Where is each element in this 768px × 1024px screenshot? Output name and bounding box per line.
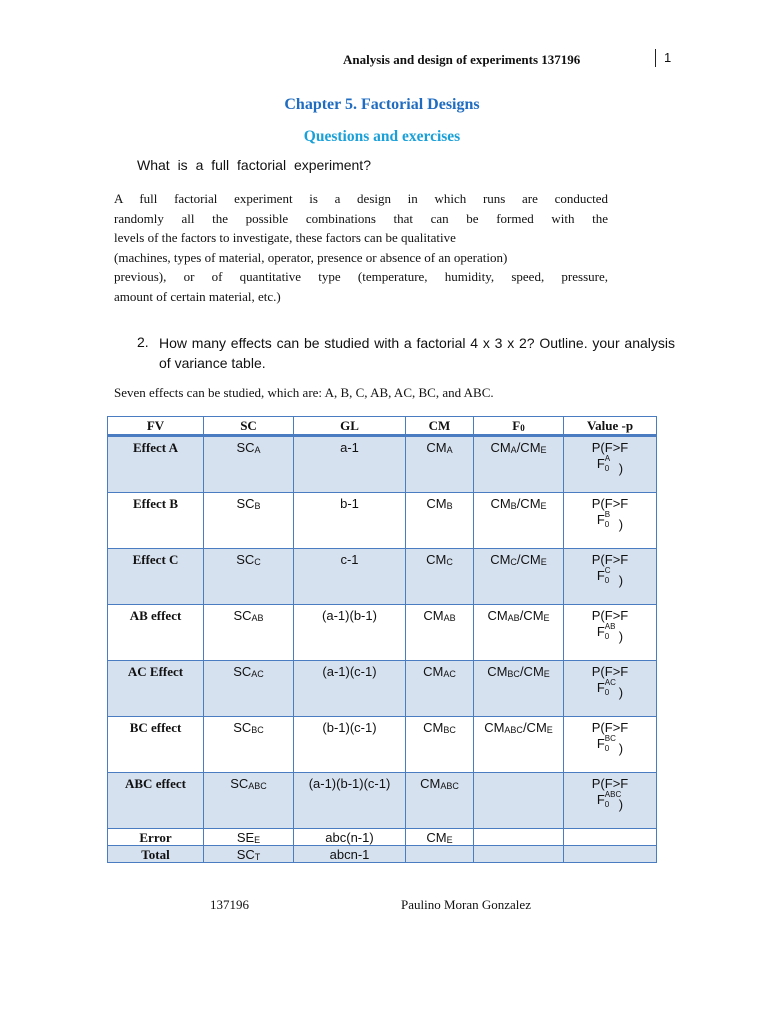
cell-p-value <box>564 717 657 773</box>
subscript: AB <box>507 613 520 623</box>
cell-sc <box>204 436 294 493</box>
p-value-statistic <box>564 736 656 760</box>
p-value-statistic <box>564 792 656 816</box>
table-row-total <box>108 846 657 863</box>
subscript: AC <box>443 669 456 679</box>
p-value-prefix: P(F>F <box>591 720 629 735</box>
header-gl: GL <box>294 417 406 436</box>
p-value-close: ) <box>618 629 624 644</box>
p-value-sup: B <box>604 510 611 519</box>
f0-num: CM <box>490 552 511 567</box>
cm-base: CM <box>423 664 444 679</box>
subscript: E <box>543 669 550 679</box>
cell-cm <box>406 846 474 863</box>
p-value-sub: 0 <box>604 576 610 585</box>
header-sc: SC <box>204 417 294 436</box>
subscript: C <box>446 557 453 567</box>
cell-f0 <box>474 846 564 863</box>
p-value-f: F AC 0 <box>597 680 605 695</box>
cell-cm <box>406 436 474 493</box>
cell-cm <box>406 717 474 773</box>
table-row <box>108 549 657 605</box>
cell-gl: a-1 <box>294 436 406 493</box>
page-number: 1 <box>664 50 672 65</box>
subscript: AC <box>251 669 264 679</box>
cell-cm <box>406 661 474 717</box>
p-value-sup: AB <box>604 622 616 631</box>
subscript: AB <box>251 613 264 623</box>
cell-sc <box>204 846 294 863</box>
cell-p-value <box>564 549 657 605</box>
cell-fv: AB effect <box>108 605 204 661</box>
cell-gl: abc(n-1) <box>294 829 406 846</box>
cell-fv: BC effect <box>108 717 204 773</box>
p-value-prefix: P(F>F <box>591 776 629 791</box>
subscript: E <box>540 501 547 511</box>
sc-base: SC <box>236 440 255 455</box>
f0-den: /CM <box>519 664 544 679</box>
header-title: Analysis and design of experiments 137196 <box>343 52 581 67</box>
answer-1-line: (machines, types of material, operator, presence or absence of an operation) <box>114 249 508 265</box>
p-value-sup: A <box>604 454 611 463</box>
table-row-error <box>108 829 657 846</box>
subscript: E <box>543 613 550 623</box>
cell-cm <box>406 829 474 846</box>
cell-cm <box>406 493 474 549</box>
answer-1-line: A full factorial experiment is a design in which runs are conducted <box>114 191 608 206</box>
subscript: B <box>446 501 453 511</box>
cell-p-value <box>564 773 657 829</box>
cell-cm <box>406 605 474 661</box>
question-2-number: 2. <box>137 334 149 350</box>
p-value-f: F B 0 <box>597 512 605 527</box>
header-divider <box>655 49 656 67</box>
cell-p-value <box>564 493 657 549</box>
chapter-title: Chapter 5. Factorial Designs <box>284 96 480 113</box>
cell-fv: ABC effect <box>108 773 204 829</box>
cell-f0 <box>474 773 564 829</box>
p-value-f: F ABC 0 <box>597 792 605 807</box>
cell-f0 <box>474 717 564 773</box>
cell-sc <box>204 829 294 846</box>
table-row <box>108 436 657 493</box>
f0-den: /CM <box>516 552 541 567</box>
question-1: What is a full factorial experiment? <box>137 157 371 173</box>
sc-base: SC <box>236 496 255 511</box>
footer-id: 137196 <box>210 897 249 912</box>
f0-num: CM <box>490 440 511 455</box>
footer-author: Paulino Moran Gonzalez <box>401 897 531 912</box>
sc-base: SC <box>236 847 255 862</box>
f0-den: /CM <box>516 496 541 511</box>
subscript: B <box>254 501 261 511</box>
cell-sc <box>204 493 294 549</box>
question-2: How many effects can be studied with a factorial 4 x 3 x 2? Outline. your analysis of variance table. <box>159 335 675 371</box>
f0-num: CM <box>487 608 508 623</box>
sc-base: SE <box>236 830 255 845</box>
table-row <box>108 661 657 717</box>
p-value-close: ) <box>618 685 624 700</box>
p-value-f: F A 0 <box>597 456 605 471</box>
subscript: B <box>510 501 517 511</box>
cm-base: CM <box>423 608 444 623</box>
cell-fv: Error <box>108 829 204 846</box>
subscript: E <box>446 835 453 845</box>
cell-gl: b-1 <box>294 493 406 549</box>
subscript: BC <box>507 669 520 679</box>
cm-base: CM <box>426 830 447 845</box>
cell-f0 <box>474 436 564 493</box>
subscript: A <box>254 445 261 455</box>
cm-base: CM <box>423 720 444 735</box>
cell-sc <box>204 605 294 661</box>
answer-1-line: amount of certain material, etc.) <box>114 288 281 304</box>
p-value-prefix: P(F>F <box>591 440 629 455</box>
cell-cm <box>406 773 474 829</box>
table-row <box>108 717 657 773</box>
p-value-close: ) <box>618 797 624 812</box>
subscript: E <box>254 835 261 845</box>
p-value-sub: 0 <box>604 464 610 473</box>
cell-sc <box>204 549 294 605</box>
cell-gl: (b-1)(c-1) <box>294 717 406 773</box>
cell-f0 <box>474 661 564 717</box>
p-value-sup: C <box>604 566 611 575</box>
p-value-prefix: P(F>F <box>591 608 629 623</box>
subscript: BC <box>251 725 264 735</box>
cell-sc <box>204 661 294 717</box>
f0-num: CM <box>487 664 508 679</box>
p-value-prefix: P(F>F <box>591 552 629 567</box>
cell-gl: abcn-1 <box>294 846 406 863</box>
p-value-sup: BC <box>604 734 616 743</box>
sc-base: SC <box>233 608 252 623</box>
header-f0-sub: 0 <box>520 423 525 433</box>
f0-den: /CM <box>516 440 541 455</box>
subscript: C <box>254 557 261 567</box>
subscript: A <box>446 445 453 455</box>
cell-fv: Total <box>108 846 204 863</box>
p-value-statistic <box>564 624 656 648</box>
p-value-statistic <box>564 456 656 480</box>
p-value-sup: AC <box>604 678 616 687</box>
cell-fv: Effect B <box>108 493 204 549</box>
p-value-close: ) <box>618 573 624 588</box>
cell-gl: (a-1)(c-1) <box>294 661 406 717</box>
cell-f0 <box>474 829 564 846</box>
p-value-statistic <box>564 512 656 536</box>
answer-1-line: previous), or of quantitative type (temperature, humidity, speed, pressure, <box>114 269 608 284</box>
sc-base: SC <box>233 664 252 679</box>
sc-base: SC <box>236 552 255 567</box>
p-value-sub: 0 <box>604 520 610 529</box>
cm-base: CM <box>420 776 441 791</box>
subscript: AB <box>443 613 456 623</box>
table-row <box>108 493 657 549</box>
header-value-p: Value -p <box>564 417 657 436</box>
cell-sc <box>204 717 294 773</box>
table-header-row <box>108 417 657 436</box>
cell-sc <box>204 773 294 829</box>
answer-1-line: randomly all the possible combinations that can be formed with the <box>114 210 608 226</box>
cell-gl: c-1 <box>294 549 406 605</box>
p-value-prefix: P(F>F <box>591 664 629 679</box>
sc-base: SC <box>230 776 249 791</box>
header-f0-base: F <box>512 418 521 433</box>
f0-num: CM <box>484 720 505 735</box>
p-value-close: ) <box>618 461 624 476</box>
cell-gl: (a-1)(b-1)(c-1) <box>294 773 406 829</box>
table-row <box>108 773 657 829</box>
subscript: E <box>546 725 553 735</box>
cell-gl: (a-1)(b-1) <box>294 605 406 661</box>
f0-num: CM <box>490 496 511 511</box>
subscript: C <box>510 557 517 567</box>
p-value-f: F AB 0 <box>597 624 605 639</box>
cell-fv: AC Effect <box>108 661 204 717</box>
header-cm: CM <box>406 417 474 436</box>
answer-1 <box>114 189 608 306</box>
p-value-close: ) <box>618 741 624 756</box>
p-value-statistic <box>564 568 656 592</box>
header-f0 <box>474 417 564 436</box>
subscript: E <box>540 445 547 455</box>
answer-2: Seven effects can be studied, which are: A, B, C, AB, AC, BC, and ABC. <box>114 385 494 400</box>
sc-base: SC <box>233 720 252 735</box>
p-value-sub: 0 <box>604 688 610 697</box>
cm-base: CM <box>426 496 447 511</box>
p-value-sup: ABC <box>604 790 622 799</box>
cell-p-value <box>564 436 657 493</box>
p-value-statistic <box>564 680 656 704</box>
cell-p-value <box>564 829 657 846</box>
p-value-f: F BC 0 <box>597 736 605 751</box>
answer-1-line: levels of the factors to investigate, these factors can be qualitative <box>114 230 456 245</box>
cell-f0 <box>474 549 564 605</box>
cell-fv: Effect C <box>108 549 204 605</box>
subscript: ABC <box>248 781 267 791</box>
subscript: ABC <box>504 725 523 735</box>
subscript: A <box>510 445 517 455</box>
subscript: E <box>540 557 547 567</box>
subscript: BC <box>443 725 456 735</box>
cell-fv: Effect A <box>108 436 204 493</box>
cell-p-value <box>564 605 657 661</box>
p-value-sub: 0 <box>604 632 610 641</box>
cell-p-value <box>564 661 657 717</box>
f0-den: /CM <box>519 608 544 623</box>
cm-base: CM <box>426 552 447 567</box>
p-value-f: F C 0 <box>597 568 605 583</box>
p-value-sub: 0 <box>604 744 610 753</box>
subscript: ABC <box>440 781 459 791</box>
cm-base: CM <box>426 440 447 455</box>
table-row <box>108 605 657 661</box>
anova-table <box>107 416 657 863</box>
cell-f0 <box>474 605 564 661</box>
p-value-prefix: P(F>F <box>591 496 629 511</box>
f0-den: /CM <box>522 720 547 735</box>
cell-p-value <box>564 846 657 863</box>
cell-f0 <box>474 493 564 549</box>
p-value-sub: 0 <box>604 800 610 809</box>
header-fv: FV <box>108 417 204 436</box>
subscript: T <box>254 852 261 862</box>
section-title: Questions and exercises <box>303 128 461 145</box>
p-value-close: ) <box>618 517 624 532</box>
cell-cm <box>406 549 474 605</box>
